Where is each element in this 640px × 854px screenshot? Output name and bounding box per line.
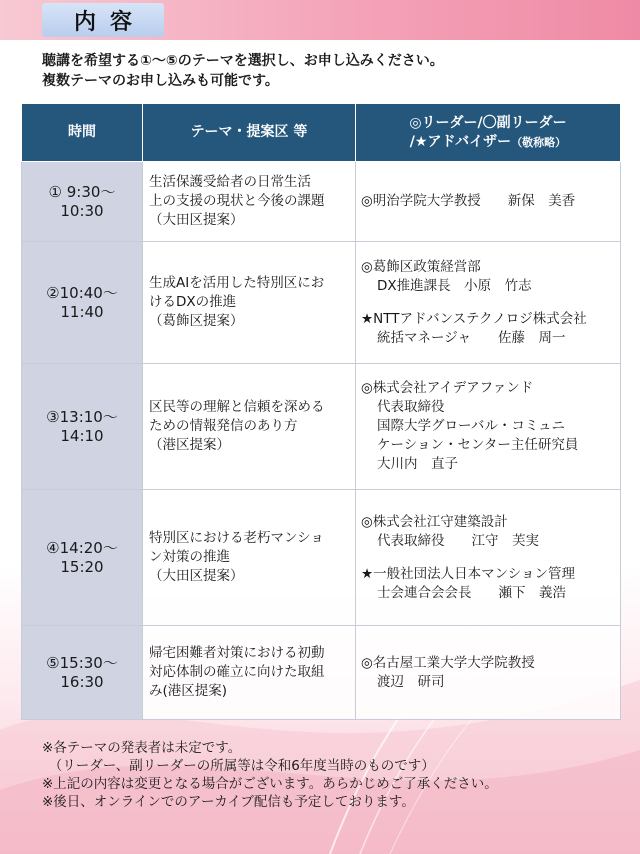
header-leaders-line2: /★アドバイザー <box>409 133 512 150</box>
header-theme: テーマ・提案区 等 <box>143 104 356 162</box>
leader-line: ◎名古屋工業大学大学院教授 <box>361 654 535 671</box>
footnote-line: ※上記の内容は変更となる場合がございます。あらかじめご了承ください。 <box>42 776 498 792</box>
leader-line: ◎株式会社アイデアファンド <box>361 380 534 396</box>
theme-line: 区民等の理解と信頼を深める <box>149 399 325 415</box>
theme-line: 帰宅困難者対策における初動 <box>149 645 325 661</box>
intro-line: 複数テーマのお申し込みも可能です。 <box>42 73 279 89</box>
theme-cell <box>143 490 356 626</box>
leader-line: 国際大学グローバル・コミュニ <box>377 418 566 434</box>
theme-line: ン対策の推進 <box>149 549 230 565</box>
theme-line: （葛飾区提案） <box>149 313 244 329</box>
leader-line: ケーション・センター主任研究員 <box>377 437 579 453</box>
time-cell <box>22 490 143 626</box>
leader-cell <box>356 490 621 626</box>
table-row <box>22 364 621 490</box>
theme-line: 対応体制の確立に向けた取組 <box>149 664 325 680</box>
time-start: ③13:10～ <box>46 407 118 426</box>
theme-cell <box>143 242 356 364</box>
leader-line: ◎株式会社江守建築設計 <box>361 513 508 530</box>
leader-line: 代表取締役 <box>377 399 445 415</box>
theme-cell <box>143 364 356 490</box>
theme-line: 生活保護受給者の日常生活 <box>149 174 311 190</box>
leader-line: 大川内 直子 <box>377 456 458 472</box>
footnote-line: （リーダー、副リーダーの所属等は令和6年度当時のものです） <box>42 758 435 774</box>
table-row <box>22 162 621 242</box>
footnote-line: ※各テーマの発表者は未定です。 <box>42 740 242 756</box>
time-end: 11:40 <box>60 302 104 321</box>
schedule-table <box>21 103 621 720</box>
theme-line: （港区提案） <box>149 437 230 453</box>
leader-line: ◎葛飾区政策経営部 <box>361 258 481 275</box>
time-cell <box>22 626 143 720</box>
time-end: 15:20 <box>60 557 104 576</box>
theme-line: 生成AIを活用した特別区にお <box>149 275 325 291</box>
table-row <box>22 490 621 626</box>
theme-line: 特別区における老朽マンショ <box>149 530 324 546</box>
theme-line: （大田区提案） <box>149 568 244 584</box>
time-end: 16:30 <box>60 672 104 691</box>
theme-cell <box>143 626 356 720</box>
time-start: ②10:40～ <box>46 283 118 302</box>
theme-line: 上の支援の現状と今後の課題 <box>149 193 325 209</box>
header-leaders-note: （敬称略） <box>511 135 567 149</box>
intro-text <box>42 51 622 91</box>
theme-line: （大田区提案） <box>149 212 244 228</box>
time-cell <box>22 162 143 242</box>
time-end: 10:30 <box>60 201 104 220</box>
leader-line: ★一般社団法人日本マンション管理 <box>361 565 575 582</box>
theme-line: ための情報発信のあり方 <box>149 418 298 434</box>
intro-line: 聴講を希望する①～⑤のテーマを選択し、お申し込みください。 <box>42 53 444 69</box>
header-time: 時間 <box>22 104 143 162</box>
leader-cell <box>356 626 621 720</box>
table-header-row <box>22 104 621 162</box>
leader-line: 統括マネージャ 佐藤 周一 <box>377 329 566 346</box>
time-start: ⑤15:30～ <box>46 653 118 672</box>
leader-line: 渡辺 研司 <box>377 673 445 690</box>
leader-cell <box>356 364 621 490</box>
table-row <box>22 626 621 720</box>
theme-cell <box>143 162 356 242</box>
leader-line: 代表取締役 江守 芙実 <box>377 532 539 549</box>
footnotes <box>42 739 627 811</box>
theme-line: けるDXの推進 <box>149 294 237 310</box>
leader-line: ◎明治学院大学教授 新保 美香 <box>361 193 576 209</box>
leader-line: DX推進課長 小原 竹志 <box>377 277 532 294</box>
theme-line: み(港区提案) <box>149 683 228 699</box>
time-cell <box>22 242 143 364</box>
header-leaders-line1: ◎リーダー/〇副リーダー <box>409 114 567 131</box>
time-start: ④14:20～ <box>46 538 118 557</box>
time-start: ① 9:30～ <box>48 182 116 201</box>
time-end: 14:10 <box>60 426 104 445</box>
footnote-line: ※後日、オンラインでのアーカイブ配信も予定しております。 <box>42 794 415 810</box>
table-row <box>22 242 621 364</box>
leader-line: ★NTTアドバンステクノロジ株式会社 <box>361 310 587 327</box>
leader-cell <box>356 242 621 364</box>
section-title: 内容 <box>42 3 164 37</box>
leader-cell <box>356 162 621 242</box>
leader-line: 士会連合会会長 瀬下 義浩 <box>377 584 566 601</box>
time-cell <box>22 364 143 490</box>
header-leaders <box>356 104 621 162</box>
